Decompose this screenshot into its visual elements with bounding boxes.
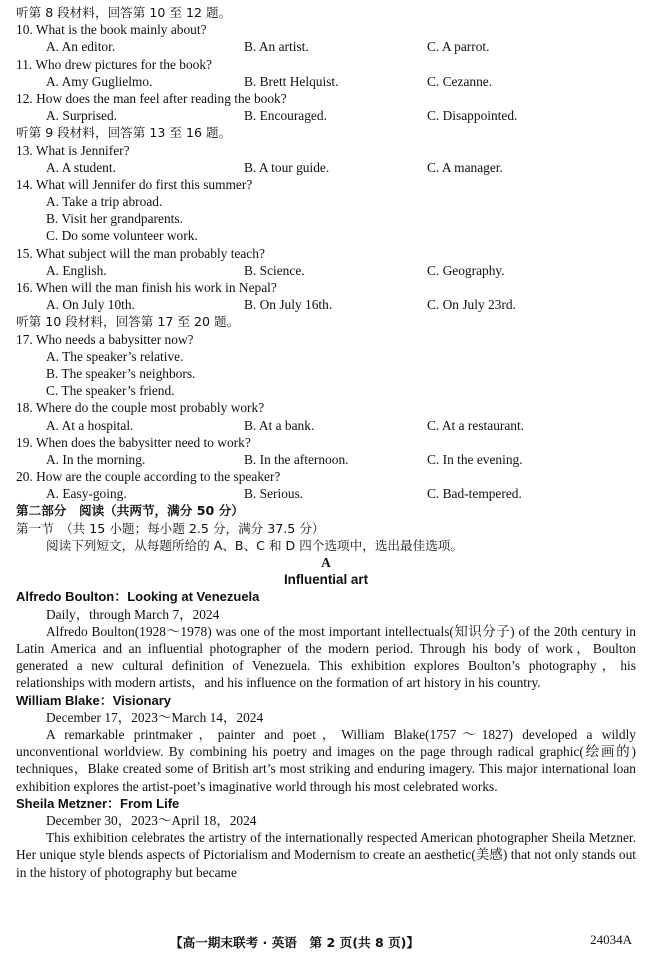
option-c: C. At a restaurant.: [427, 417, 525, 433]
footer-title: 【高一期末联考 · 英语 第 2 页(共 8 页)】: [170, 935, 420, 950]
option-a: A. Amy Guglielmo.: [46, 73, 153, 89]
option-b: B. The speaker’s neighbors.: [46, 365, 196, 381]
section-header: 听第 10 段材料，回答第 17 至 20 题。: [16, 314, 240, 330]
instructions: 阅读下列短文，从每题所给的 A、B、C 和 D 四个选项中，选出最佳选项。: [46, 537, 463, 553]
option-b: B. An artist.: [244, 39, 309, 55]
question-stem: 20. How are the couple according to the speaker?: [16, 469, 281, 485]
option-b: B. In the afternoon.: [244, 451, 349, 467]
question-stem: 10. What is the book mainly about?: [16, 22, 207, 38]
page-content: [16, 4, 636, 881]
part-title: 第二部分 阅读（共两节，满分 50 分）: [16, 503, 244, 519]
exhibition-date: December 30，2023～April 18，2024: [46, 812, 257, 828]
question-options: [16, 262, 636, 279]
option-c: C. Do some volunteer work.: [46, 228, 198, 244]
option-b: B. At a bank.: [244, 417, 315, 433]
option-b: B. Serious.: [244, 486, 304, 502]
question-stem: 16. When will the man finish his work in Nepal?: [16, 280, 277, 295]
option-c: C. Disappointed.: [427, 108, 518, 124]
question-stem: 11. Who drew pictures for the book?: [16, 56, 212, 72]
passage-letter: A: [321, 555, 331, 570]
passage-title: Influential art: [283, 572, 369, 588]
option-b: B. Visit her grandparents.: [46, 211, 183, 227]
section-header: 听第 9 段材料，回答第 13 至 16 题。: [16, 125, 232, 141]
section-title: 第一节 （共 15 小题；每小题 2.5 分，满分 37.5 分）: [16, 520, 325, 536]
option-a: A. At a hospital.: [46, 417, 134, 433]
option-c: C. In the evening.: [427, 451, 523, 467]
option-c: C. Cezanne.: [427, 73, 493, 89]
option-a: A. Take a trip abroad.: [46, 194, 163, 210]
exhibition-title: William Blake：Visionary: [16, 692, 171, 708]
question-options: [16, 38, 636, 55]
option-b: B. On July 16th.: [244, 297, 333, 313]
exhibition-description: This exhibition celebrates the artistry of the internationally respected American photographer Sheila Metzner. Her unique style blends aspects of Pictorialism and Modernism to create an aesthetic(美感) that not only stands out in the history of photography but became: [16, 830, 636, 880]
option-b: B. A tour guide.: [244, 159, 330, 175]
option-c: C. A parrot.: [427, 39, 490, 55]
question-options: [16, 417, 636, 434]
question-options: [16, 107, 636, 124]
option-c: C. On July 23rd.: [427, 297, 516, 313]
option-a: A. An editor.: [46, 39, 116, 55]
option-a: A. English.: [46, 262, 107, 278]
exhibition-date: December 17，2023～March 14，2024: [46, 709, 264, 725]
question-stem: 12. How does the man feel after reading the book?: [16, 90, 287, 106]
option-c: C. Geography.: [427, 262, 505, 278]
question-options: [16, 451, 636, 468]
question-options: [16, 73, 636, 90]
exhibition-title: Alfredo Boulton：Looking at Venezuela: [16, 589, 260, 605]
question-stem: 19. When does the babysitter need to work?: [16, 434, 251, 450]
option-b: B. Science.: [244, 262, 305, 278]
page-footer: [0, 932, 648, 952]
option-c: C. Bad-tempered.: [427, 486, 522, 502]
option-c: C. A manager.: [427, 159, 503, 175]
section-header: 听第 8 段材料，回答第 10 至 12 题。: [16, 5, 232, 20]
option-b: B. Encouraged.: [244, 108, 327, 124]
question-stem: 17. Who needs a babysitter now?: [16, 331, 194, 347]
question-stem: 18. Where do the couple most probably work?: [16, 400, 265, 416]
option-a: A. On July 10th.: [46, 297, 135, 313]
exhibition-description: A remarkable printmaker，painter and poet，William Blake(1757～1827) developed a wildly unconventional worldview. By combining his poetry and images on the page through radical graphic(绘画的) techniques，Blake created some of British art’s most striking and enduring imagery. This major international loan exhibition explores the artist-poet’s imaginative world through his most celebrated works.: [16, 726, 636, 794]
option-a: A. Surprised.: [46, 108, 118, 124]
option-a: A. A student.: [46, 159, 116, 175]
option-a: A. In the morning.: [46, 451, 146, 467]
question-stem: 13. What is Jennifer?: [16, 142, 130, 158]
option-a: A. Easy-going.: [46, 486, 127, 502]
exhibition-title: Sheila Metzner：From Life: [16, 795, 180, 811]
option-b: B. Brett Helquist.: [244, 73, 339, 89]
question-options: [16, 485, 636, 502]
question-stem: 15. What subject will the man probably teach?: [16, 245, 265, 261]
question-options: [16, 159, 636, 176]
question-options: [16, 296, 636, 313]
exhibition-description: Alfredo Boulton(1928～1978) was one of the most important intellectuals(知识分子) of the 20th century in Latin America and an influential photographer of the modern period. Through his body of work，Boulton generated a new cultural definition of Venezuela. This exhibition explores Boulton’s photography，his relationships with modern artists，and his influence on the formation of art history in his country.: [16, 623, 636, 691]
exhibition-date: Daily，through March 7，2024: [46, 606, 220, 622]
exam-code: 24034A: [590, 932, 632, 947]
option-a: A. The speaker’s relative.: [46, 348, 184, 364]
option-c: C. The speaker’s friend.: [46, 383, 175, 399]
question-stem: 14. What will Jennifer do first this summer?: [16, 176, 253, 192]
